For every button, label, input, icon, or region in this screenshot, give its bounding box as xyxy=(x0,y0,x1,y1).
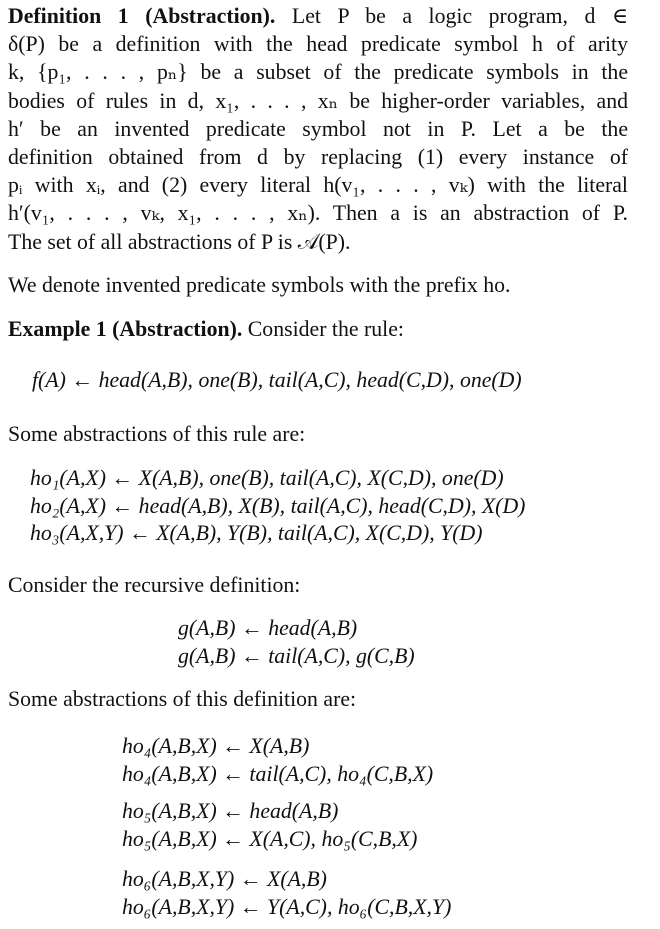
abstraction-rule: ho₆(A,B,X,Y) ← X(A,B) xyxy=(122,867,327,891)
abstraction-rule: ho₅(A,B,X) ← X(A,C), ho₅(C,B,X) xyxy=(122,826,418,851)
def-abstractions-intro-text: Some abstractions of this definition are: xyxy=(8,687,357,711)
definition-line-3: k, {p₁, . . . , pₙ} be a subset of the predicate symbols in the xyxy=(8,60,628,85)
abstraction-rule: ho₁(A,X) ← X(A,B), one(B), tail(A,C), X(C,D), one(D) xyxy=(30,466,504,490)
definition-line-4: bodies of rules in d, x₁, . . . , xₙ be higher-order variables, and xyxy=(8,88,628,113)
definition-line-1-text: Let P be a logic program, d ∈ xyxy=(291,4,629,28)
example-label: Example 1 xyxy=(8,317,107,341)
abstractions-intro xyxy=(8,421,305,449)
recursive-rule: g(A,B) ← tail(A,C), g(C,B) xyxy=(178,643,415,668)
abstraction-rule: ho₄(A,B,X) ← tail(A,C), ho₄(C,B,X) xyxy=(122,761,434,786)
abstractions-intro-text: Some abstractions of this rule are: xyxy=(8,422,306,446)
definition-line-5: h′ be an invented predicate symbol not in P. Let a be the xyxy=(8,116,628,141)
def-abstractions-intro xyxy=(8,686,356,714)
definition-paragraph xyxy=(8,2,628,256)
definition-line-8: h′(v₁, . . . , vₖ, x₁, . . . , xₙ). Then a is an abstraction of P. xyxy=(8,201,628,226)
abstraction-rule: ho₆(A,B,X,Y) ← Y(A,C), ho₆(C,B,X,Y) xyxy=(122,894,452,919)
rule-formula: f(A) ← head(A,B), one(B), tail(A,C), head(C,D), one(D) xyxy=(32,368,522,392)
example-title: (Abstraction). xyxy=(112,317,243,341)
definition-line-7: pᵢ with xᵢ, and (2) every literal h(v₁, . . . , vₖ) with the literal xyxy=(8,173,628,198)
def-abstraction-group-6 xyxy=(122,866,451,921)
denote-paragraph xyxy=(8,272,510,300)
abstraction-rule: ho₄(A,B,X) ← X(A,B) xyxy=(122,734,310,758)
abstraction-rule: ho₃(A,X,Y) ← X(A,B), Y(B), tail(A,C), X(C,D), Y(D) xyxy=(30,521,483,545)
definition-line-2: δ(P) be a definition with the head predicate symbol h of arity xyxy=(8,32,628,57)
recursive-rule: g(A,B) ← head(A,B) xyxy=(178,616,358,640)
recursive-definition xyxy=(178,615,415,670)
definition-label: Definition 1 xyxy=(8,4,129,28)
def-abstraction-group-5 xyxy=(122,798,417,853)
definition-line-6: definition obtained from d by replacing (1) every instance of xyxy=(8,145,628,170)
denote-text: We denote invented predicate symbols with the prefix ho. xyxy=(8,273,511,297)
definition-title: (Abstraction). xyxy=(145,4,276,28)
definition-line-9: The set of all abstractions of P is 𝒜(P). xyxy=(8,229,351,254)
example-heading xyxy=(8,316,404,344)
recursive-intro xyxy=(8,572,300,600)
abstraction-rule: ho₅(A,B,X) ← head(A,B) xyxy=(122,799,339,823)
definition-line-1 xyxy=(8,2,628,30)
recursive-intro-text: Consider the recursive definition: xyxy=(8,573,301,597)
abstraction-rule: ho₂(A,X) ← head(A,B), X(B), tail(A,C), head(C,D), X(D) xyxy=(30,493,526,518)
rule-abstractions xyxy=(30,465,525,548)
example-rule xyxy=(32,367,522,395)
example-intro: Consider the rule: xyxy=(247,317,404,341)
def-abstraction-group-4 xyxy=(122,733,433,788)
